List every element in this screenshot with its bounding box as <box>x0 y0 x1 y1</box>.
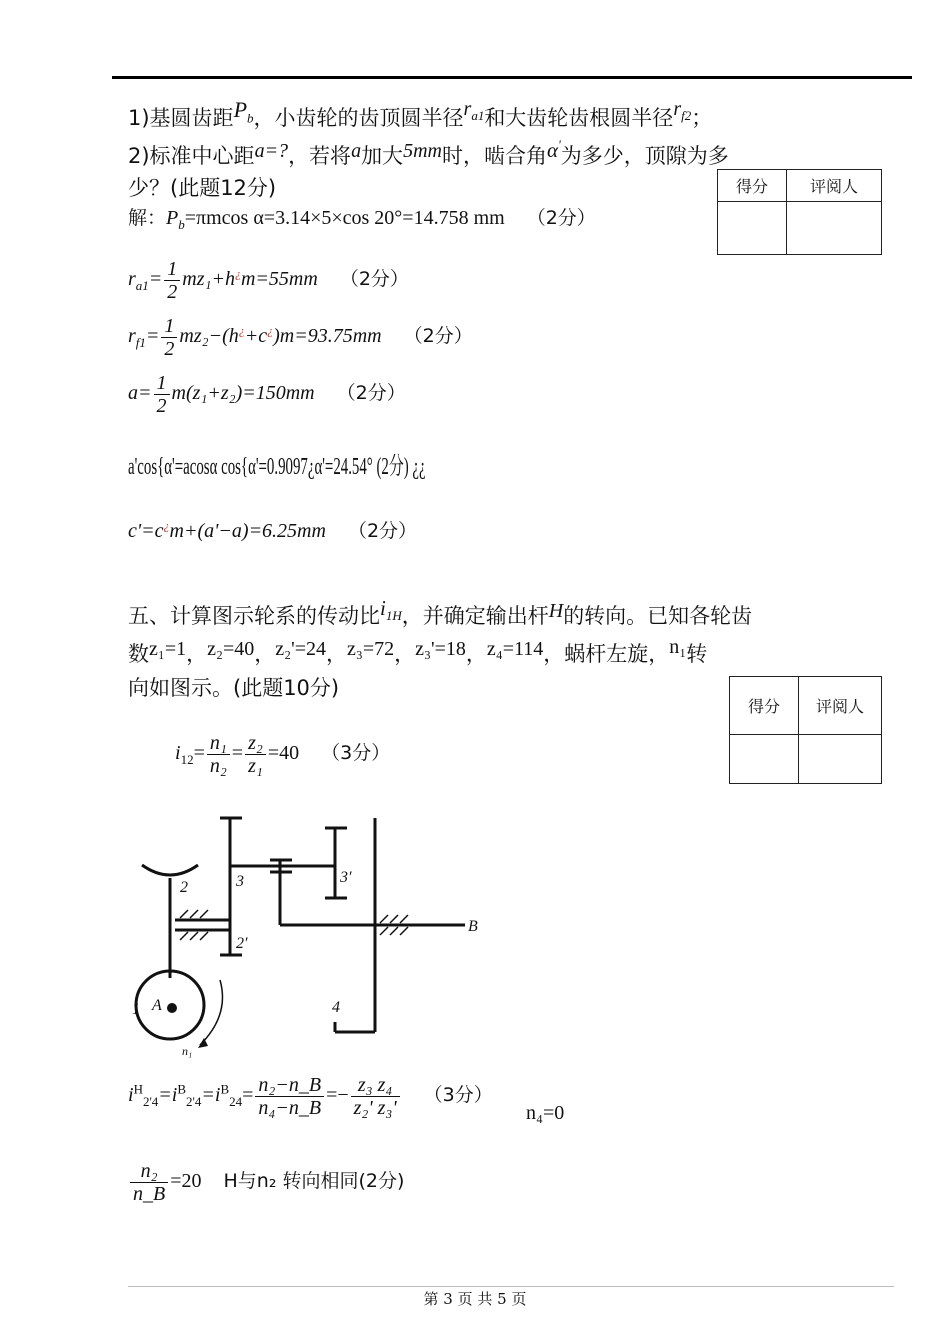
points: （2分） <box>526 207 596 229</box>
grader-header: 评阅人 <box>799 677 882 735</box>
eq-final: $\frac{\text{n₂}}{n\_B}$ =20 H与n₂ 转向相同(2分) <box>128 1160 404 1205</box>
label-b: B <box>468 918 478 935</box>
q5-line-3: 向如图示。(此题10分) <box>128 676 340 700</box>
q4-text: 2)标准中心距 <box>128 144 255 168</box>
center-distance-symbol: a=? <box>254 140 289 162</box>
q5-text: ，蜗杆左旋， <box>543 642 670 666</box>
z3-prime: z₃'=18 <box>415 638 466 660</box>
page-footer: 第 3 页 共 5 页 <box>423 1290 527 1308</box>
q5-text: 数 <box>128 642 149 666</box>
q4-line-1 <box>128 97 713 134</box>
rf2-symbol: $r_{f2}$ <box>673 98 692 123</box>
pb-symbol: $P_b$ <box>166 207 185 232</box>
score-header: 得分 <box>730 677 799 735</box>
pb-expression: =πmcos α=3.14×5×cos 20°=14.758 mm <box>184 207 505 229</box>
i1h-symbol: $i_{1H}$ <box>380 596 402 624</box>
pb-symbol: $P_b$ <box>233 97 254 126</box>
score-table-q5 <box>729 676 882 784</box>
q4-text: ，小齿轮的齿顶圆半径 <box>253 106 464 130</box>
a-symbol: a <box>351 140 362 162</box>
label-n1: n₁ <box>182 1044 193 1058</box>
gear-train-diagram <box>120 800 500 1065</box>
q4-text: 为多少，顶隙为多 <box>560 144 729 168</box>
z2: z₂=40 <box>207 638 255 660</box>
eq-meshing-angle: a'cos{α'=acosα cos{α'=0.9097¿α'=24.54° (2分) ¿¿ <box>128 454 426 480</box>
gear-2-arc <box>142 865 198 875</box>
score-header: 得分 <box>718 170 787 202</box>
label-a: A <box>152 997 162 1014</box>
grader-cell[interactable] <box>799 735 882 784</box>
eq-clearance: c'=c¿m+(a'−a)=6.25mm （2分） <box>128 518 418 542</box>
q5-line-1 <box>128 596 753 632</box>
q5-text: 转 <box>686 642 708 666</box>
footer-rule <box>128 1286 894 1287</box>
label-4: 4 <box>332 999 340 1016</box>
q4-line-3: 少？(此题12分) <box>128 176 277 200</box>
h-symbol: H <box>548 600 564 622</box>
q5-text: 五、计算图示轮系的传动比 <box>128 604 380 628</box>
eq-ra1: $r_{a1}=$ $\frac{1}{2}$ mz₁+h¿m=55mm （2分） <box>128 258 409 303</box>
z1: z₁=1 <box>149 638 187 660</box>
n4-zero: n₄=0 <box>526 1102 565 1124</box>
score-cell[interactable] <box>730 735 799 784</box>
label-3p: 3′ <box>340 869 352 886</box>
q4-line-2 <box>128 137 729 170</box>
ra1-symbol: $r_{a1}$ <box>463 98 485 123</box>
q5-text: 的转向。已知各轮齿 <box>563 604 753 628</box>
n1-symbol: n₁ <box>669 636 687 658</box>
label-2p: 2′ <box>236 935 248 952</box>
z4: z₄=114 <box>486 638 544 660</box>
label-3: 3 <box>236 873 244 890</box>
eq-rf1: $r_{f1}=$ $\frac{1}{2}$ mz₂−(h¿+c¿)m=93.75mm （2分） <box>128 315 473 360</box>
score-cell[interactable] <box>718 202 787 255</box>
q4-text: 加大 <box>361 144 404 168</box>
q5-line-2: 数z₁=1，z₂=40，z₂'=24，z₃=72，z₃'=18，z₄=114，蜗杆左旋，n₁转 <box>128 636 708 666</box>
z2-prime: z₂'=24 <box>275 638 327 660</box>
q4-text: 1)基圆齿距 <box>128 106 234 130</box>
q4-text: ，若将 <box>288 144 352 168</box>
eq-a: a= $\frac{1}{2}$ m(z₁+z₂)=150mm （2分） <box>128 372 406 417</box>
alpha-prime: α' <box>546 137 561 162</box>
q4-text: 和大齿轮齿根圆半径 <box>484 106 674 130</box>
q4-text: ； <box>691 106 713 130</box>
top-rule <box>112 76 912 79</box>
q5-text: ，并确定输出杆 <box>401 604 549 628</box>
grader-cell[interactable] <box>787 202 882 255</box>
five-mm: 5mm <box>403 140 442 162</box>
eq-relative-ratio: $i^H_{2'4}=i^B_{2'4}=i^B_{24}=$ $\frac{\text{n₂−n\_B}}{\text{n₄−n\_B}}$ =− $\frac{\text{z₃ z₄}}{\text{z₂' z₃'}}$ （3分） <box>128 1074 493 1119</box>
eq-i12: $i_{12}=$ $\frac{\text{n₁}}{\text{n₂}}$ = $\frac{\text{z₂}}{\text{z₁}}$ =40 （3分） <box>175 732 391 777</box>
z3: z₃=72 <box>347 638 395 660</box>
label-2: 2 <box>180 879 188 896</box>
grader-header: 评阅人 <box>787 170 882 202</box>
q4-text: 时，啮合角 <box>441 144 547 168</box>
label-1: 1 <box>132 1001 140 1018</box>
pivot-a <box>167 1003 177 1013</box>
solution-label: 解： <box>128 207 167 229</box>
solution-pb <box>128 203 596 233</box>
score-table-q4 <box>717 169 882 255</box>
